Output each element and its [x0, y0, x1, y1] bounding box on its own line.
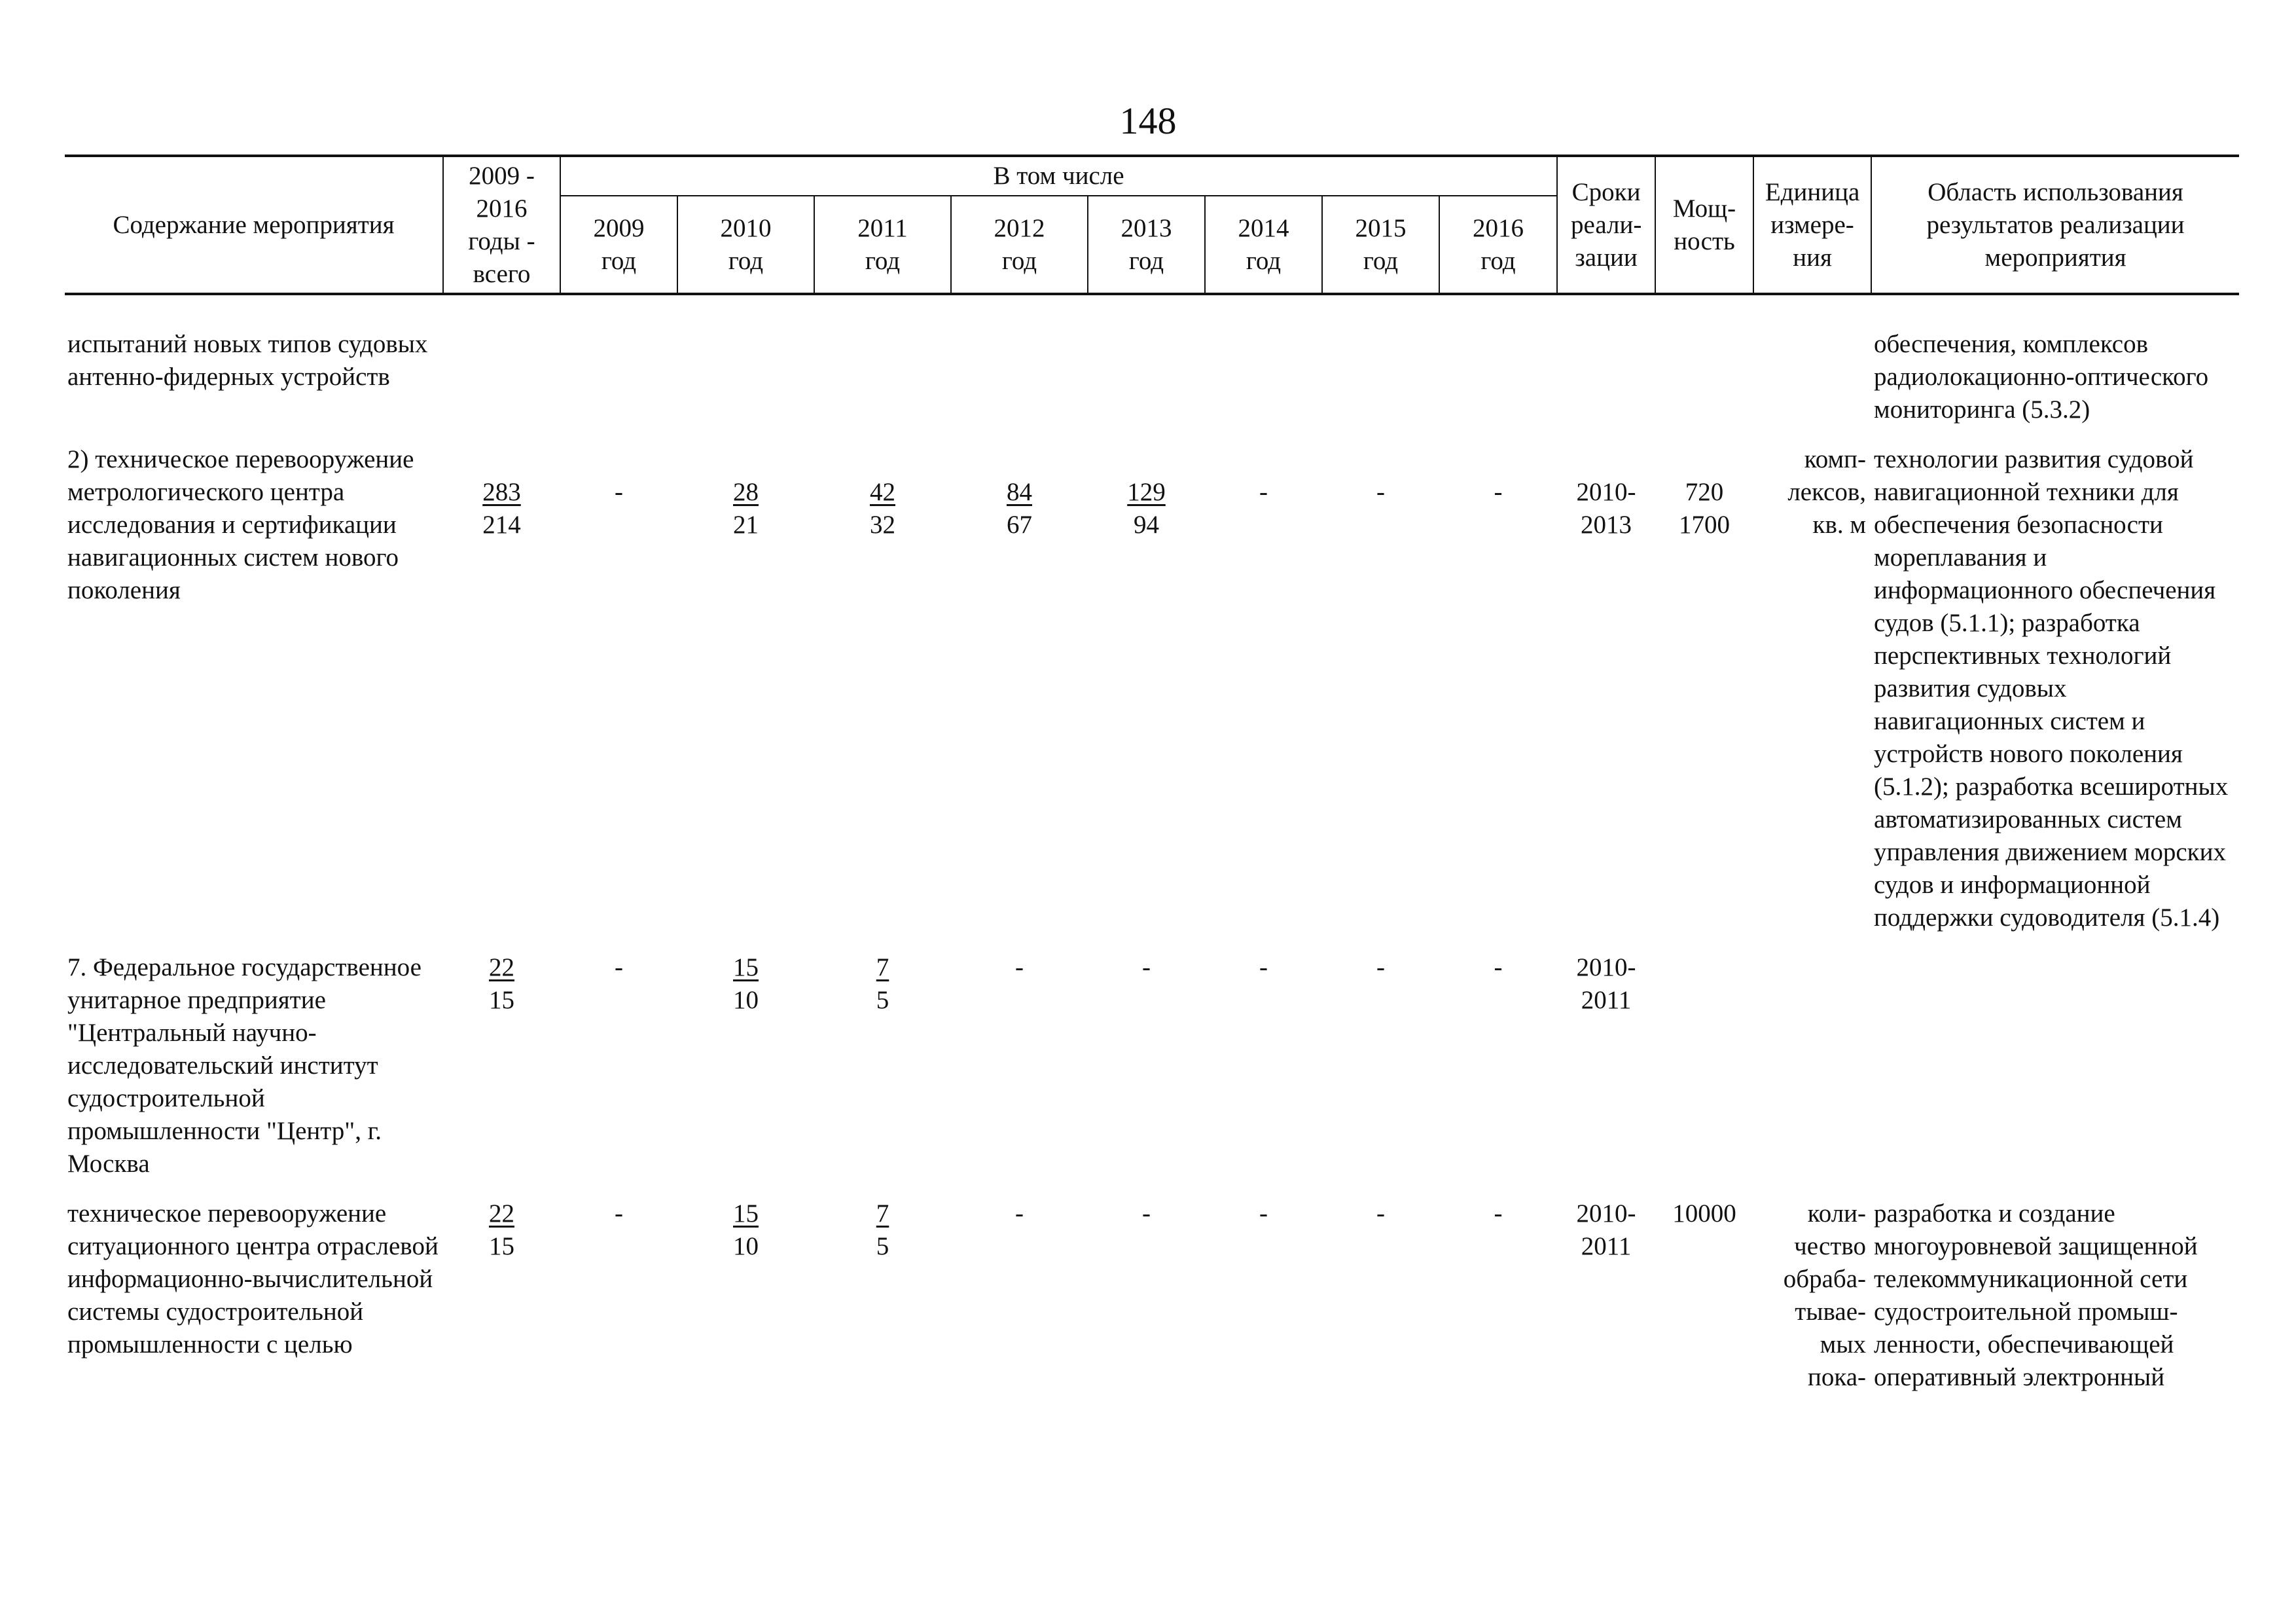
row-capacity — [1655, 294, 1753, 426]
row-year-2016: - — [1494, 478, 1503, 506]
row-total: 22 15 — [489, 1199, 514, 1260]
header-unit: Единица измере- ния — [1753, 156, 1871, 294]
row-year-2009: - — [615, 953, 623, 981]
row-year-2016: - — [1494, 1199, 1503, 1228]
row-content: техническое перевооружение ситуационного центра отраслевой информационно-вычислительной системы судостроительной промышленности с целью — [67, 1199, 439, 1359]
table-row — [65, 934, 2239, 1180]
row-terms — [1557, 294, 1655, 426]
row-terms: 2010- 2013 — [1576, 478, 1636, 539]
row-year-2012: - — [1015, 953, 1024, 981]
row-total: 283 214 — [482, 478, 521, 539]
header-year-2014: 2014 год — [1205, 196, 1322, 294]
header-year-2010: 2010 год — [677, 196, 814, 294]
row-year-2009: - — [615, 1199, 623, 1228]
header-area: Область использования результатов реализации мероприятия — [1871, 156, 2239, 294]
row-year-2011: 7 5 — [876, 1199, 889, 1260]
row-year-2015: - — [1376, 953, 1385, 981]
row-area — [1871, 934, 2239, 1180]
row-unit — [1753, 934, 1871, 1180]
row-capacity: 720 1700 — [1679, 478, 1731, 539]
program-table — [65, 155, 2239, 1394]
row-year-2010 — [677, 294, 814, 426]
row-terms: 2010- 2011 — [1576, 1199, 1636, 1260]
row-year-2011: 42 32 — [870, 478, 895, 539]
row-capacity: 10000 — [1672, 1199, 1736, 1228]
row-year-2014: - — [1259, 478, 1268, 506]
table-row — [65, 294, 2239, 426]
header-terms: Сроки реали- зации — [1557, 156, 1655, 294]
row-year-2015: - — [1376, 1199, 1385, 1228]
row-year-2015: - — [1376, 478, 1385, 506]
row-year-2015 — [1322, 294, 1439, 426]
row-content: испытаний новых типов судовых антенно-фидерных устройств — [67, 330, 428, 391]
row-year-2009 — [560, 294, 677, 426]
row-year-2013: - — [1142, 1199, 1151, 1228]
header-total: 2009 - 2016 годы - всего — [443, 156, 560, 294]
page-number: 148 — [1119, 100, 1177, 142]
row-content: 7. Федеральное государственное унитарное предприятие "Центральный научно-исследовательский институт судостроительной промышленности "Центр", г. Москва — [67, 953, 422, 1178]
row-year-2014 — [1205, 294, 1322, 426]
row-year-2012 — [951, 294, 1088, 426]
table-row — [65, 426, 2239, 934]
row-year-2012: 84 67 — [1007, 478, 1032, 539]
row-year-2016 — [1439, 294, 1557, 426]
row-year-2010: 15 10 — [733, 1199, 759, 1260]
row-year-2011 — [814, 294, 951, 426]
header-capacity: Мощ- ность — [1655, 156, 1753, 294]
row-unit: комп- лексов, кв. м — [1787, 445, 1867, 539]
row-unit: коли- чество обраба- тывае- мых пока- — [1783, 1199, 1867, 1391]
header-year-2015: 2015 год — [1322, 196, 1439, 294]
header-year-2016: 2016 год — [1439, 196, 1557, 294]
table-body — [65, 294, 2239, 1394]
row-year-2014: - — [1259, 953, 1268, 981]
table-header — [65, 156, 2239, 294]
header-including: В том числе — [560, 156, 1557, 196]
row-total: 22 15 — [489, 953, 514, 1014]
table-row — [65, 1180, 2239, 1394]
header-content: Содержание мероприятия — [65, 156, 443, 294]
header-year-2009: 2009 год — [560, 196, 677, 294]
row-capacity — [1655, 934, 1753, 1180]
row-area: разработка и создание многоуровневой защищенной телекоммуникационной сети судостроительной промыш- ленности, обеспечивающей оперативный электронный — [1874, 1199, 2198, 1391]
row-year-2013: - — [1142, 953, 1151, 981]
row-year-2013 — [1088, 294, 1205, 426]
row-area: технологии развития судовой навигационной техники для обеспечения безопасности мореплавания и информационного обеспечения судов (5.1.1); разработка перспективных технологий развития судовых навигационных систем и устройств нового поколения (5.1.2); разработка всеширотных автоматизированных систем управления движением морских судов и информационной поддержки судоводителя (5.1.4) — [1874, 445, 2229, 932]
row-year-2009: - — [615, 478, 623, 506]
header-year-2013: 2013 год — [1088, 196, 1205, 294]
row-year-2014: - — [1259, 1199, 1268, 1228]
row-year-2016: - — [1494, 953, 1503, 981]
row-year-2010: 28 21 — [733, 478, 759, 539]
row-terms: 2010- 2011 — [1576, 953, 1636, 1014]
header-year-2012: 2012 год — [951, 196, 1088, 294]
row-year-2010: 15 10 — [733, 953, 759, 1014]
row-content: 2) техническое перевооружение метрологического центра исследования и сертификации навигационных систем нового поколения — [67, 445, 414, 604]
row-year-2011: 7 5 — [876, 953, 889, 1014]
row-total — [443, 294, 560, 426]
row-year-2012: - — [1015, 1199, 1024, 1228]
header-year-2011: 2011 год — [814, 196, 951, 294]
row-unit — [1753, 294, 1871, 426]
row-area: обеспечения, комплексов радиолокационно-оптического мониторинга (5.3.2) — [1874, 330, 2209, 424]
row-year-2013: 129 94 — [1127, 478, 1166, 539]
